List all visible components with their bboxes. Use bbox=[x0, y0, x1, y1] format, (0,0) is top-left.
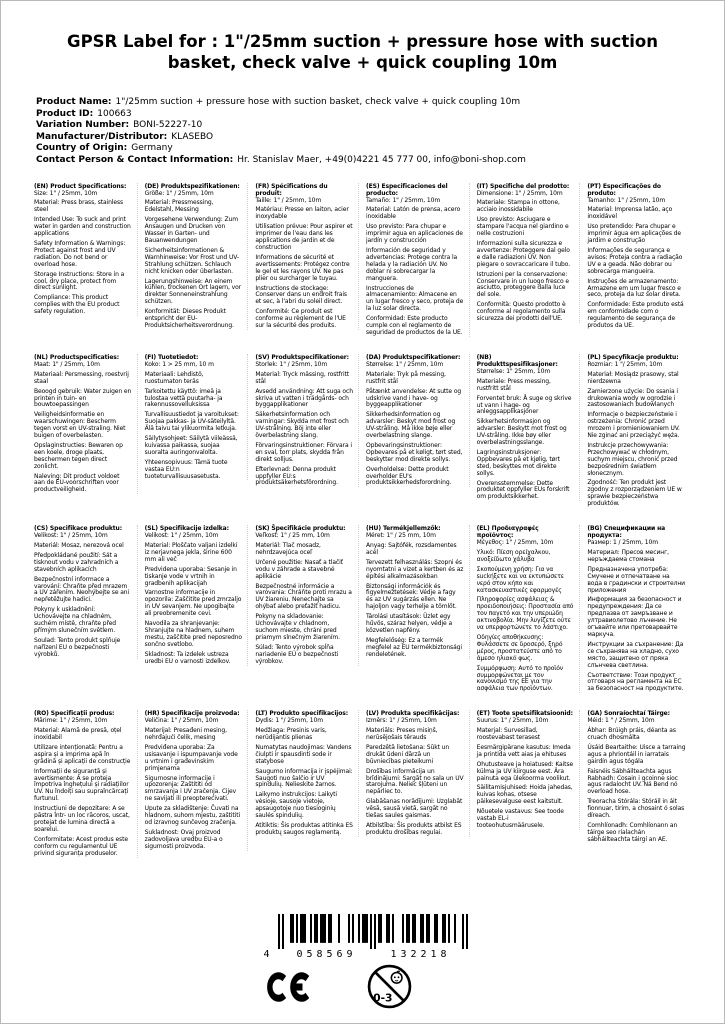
language-block-da bbox=[366, 354, 470, 488]
baby-face-icon bbox=[391, 971, 402, 983]
language-block-lt bbox=[255, 710, 359, 837]
spec-paragraph: Størrelse: 1" 25mm, 10m bbox=[476, 367, 551, 375]
spec-paragraph: Información de seguridad y advertencias: Protege contra la helada y la radiación UV. No doblar ni sobrecargar la manguera. bbox=[365, 247, 458, 282]
block-paragraphs bbox=[366, 533, 464, 659]
spec-paragraph: Naleving: Dit product voldoet aan de EU-voorschriften voor productveiligheid. bbox=[34, 472, 120, 494]
product-info-row bbox=[36, 97, 691, 109]
spec-paragraph: Avsedd användning: Att suga och skriva ut vatten i trädgårds- och byggapplikationer bbox=[255, 387, 353, 409]
spec-paragraph: Koko: 1 > 25 mm, 10 m bbox=[144, 360, 214, 368]
spec-paragraph: Υλικό: Πίεση ορείχαλκου, ανοξείδωτο χάλυβα bbox=[476, 549, 551, 563]
spec-paragraph: Veľkosť: 1" / 25 mm, 10m bbox=[255, 532, 330, 540]
block-paragraphs bbox=[255, 533, 353, 665]
spec-paragraph: Съответствие: Този продукт отговаря на регламента на ЕС за безопасност на продуктите. bbox=[587, 671, 684, 693]
spec-paragraph: Materiale: Press messing, rustfritt stål bbox=[476, 377, 551, 392]
spec-paragraph: Predviđena uporaba: Za usisavanje i ispumpavanje vode u vrtnim i građevinskim primjenama bbox=[144, 743, 238, 772]
spec-paragraph: Materiale: Stampa in ottone, acciaio inossidabile bbox=[476, 199, 560, 214]
block-heading: (DA) Produktspecifikationer: bbox=[365, 353, 461, 361]
spec-paragraph: Izmērs: 1" / 25mm, 10m bbox=[365, 717, 437, 725]
spec-paragraph: Velikost: 1" / 25mm, 10m bbox=[34, 532, 108, 540]
spec-paragraph: Material: Pressmessing, Edelstahl, Messing bbox=[144, 199, 214, 214]
language-block-ro bbox=[34, 710, 138, 857]
spec-paragraph: Size: 1" / 25mm, 10m bbox=[34, 189, 98, 197]
spec-paragraph: Größe: 1" / 25mm, 10m bbox=[144, 189, 214, 197]
block-paragraphs bbox=[477, 540, 575, 693]
spec-paragraph: Biztonsági információk és figyelmeztetések: Védje a fagy és az UV sugárzás ellen. Ne hajoljon vagy terhelje a tömlőt. bbox=[365, 582, 457, 611]
spec-paragraph: Storage Instructions: Store in a cool, dry place, protect from direct sunlight. bbox=[34, 270, 125, 292]
barcode-digits-left: 058569 bbox=[296, 949, 357, 960]
spec-paragraph: Tervezett felhasználás: Szopni és nyomtatni a vizet a kertben és az építési alkalmazásokban bbox=[365, 558, 464, 580]
spec-paragraph: Säkerhetsinformation och varningar: Skydda mot frost och UV-strålning. Böj inte eller överbelastning slang. bbox=[255, 411, 349, 440]
product-info-label: Manufacturer/Distributor: bbox=[36, 131, 168, 142]
language-block-it bbox=[477, 183, 581, 323]
barcode-digit-system: 4 bbox=[263, 949, 270, 960]
spec-paragraph: Yhteensopivuus: Tämä tuote vastaa EU:n tuoteturvallisuusasetusta. bbox=[144, 458, 228, 480]
block-paragraphs bbox=[145, 191, 243, 330]
spec-paragraph: Compliance: This product complies with the EU product safety regulation. bbox=[34, 294, 120, 316]
spec-paragraph: Forventet bruk: Å suge og skrive ut vann i hage- og anleggsapplikasjoner bbox=[476, 394, 572, 416]
spec-paragraph: Pokyny na skladovanie: Uchovávajte v chladnom, suchom mieste, chráni pred priamym slnečným žiarením. bbox=[255, 613, 340, 641]
spec-paragraph: Mărime: 1" / 25mm, 10m bbox=[34, 717, 108, 725]
spec-paragraph: Instruções de armazenamento: Armazene em um lugar fresco e seco, proteja da luz solar direta. bbox=[587, 277, 681, 299]
spec-paragraph: Predvidena uporaba: Sesanje in tiskanje vode v vrtnih in gradbenih aplikacijah bbox=[144, 565, 237, 587]
spec-paragraph: Vorgesehene Verwendung: Zum Ansaugen und Drucken von Wasser in Garten- und Bauanwendungen bbox=[144, 216, 238, 244]
language-block-lv bbox=[366, 710, 470, 837]
spec-paragraph: Informazioni sulla sicurezza e avvertenze: Proteggere dal gelo e dalle radiazioni UV. Non piegare o sovraccaricare il tubo. bbox=[476, 240, 571, 268]
language-block-hu bbox=[366, 525, 470, 659]
spec-paragraph: Utilizare intenționată: Pentru a aspira și a imprima apă în grădină și aplicații de construcție bbox=[34, 743, 131, 765]
block-heading: (ES) Especificaciones del producto: bbox=[365, 182, 448, 197]
block-paragraphs bbox=[587, 718, 686, 844]
spec-paragraph: Overensstemmelse: Dette produktet oppfyller EUs forskrift om produktsikkerhet. bbox=[476, 479, 570, 501]
spec-paragraph: Veiligheidsinformatie en waarschuwingen: Bescherm tegen vorst en UV-straling. Niet buigen of overbelasten. bbox=[34, 411, 126, 440]
block-paragraphs bbox=[255, 198, 353, 330]
block-paragraphs bbox=[587, 198, 686, 330]
spec-paragraph: Atitiktis: Šis produktas atitinka ES produktų saugos reglamentą. bbox=[255, 822, 353, 836]
product-info-value: 1"/25mm suction + pressure hose with suction basket, check valve + quick coupling 10m bbox=[115, 97, 521, 107]
block-paragraphs bbox=[587, 540, 686, 693]
block-paragraphs bbox=[145, 362, 243, 481]
block-paragraphs bbox=[366, 198, 464, 337]
product-info bbox=[36, 97, 691, 167]
spec-paragraph: Instrukcje przechowywania: Przechowywać w chłodnym, suchym miejscu, chronić przed bezpośrednim światłem słonecznym. bbox=[587, 441, 678, 477]
spec-paragraph: Material: Press brass, stainless steel bbox=[34, 199, 124, 214]
block-heading: (IT) Specifiche del prodotto: bbox=[476, 182, 570, 190]
spec-paragraph: Materjal: Survesillad, roostevabast terasest bbox=[476, 727, 540, 742]
spec-paragraph: Súlad: Tento výrobok spĺňa nariadenie EÚ o bezpečnosti výrobkov. bbox=[255, 643, 339, 665]
age-warning-text: 0-3 bbox=[373, 991, 393, 1005]
product-info-value: 100663 bbox=[97, 108, 132, 119]
spec-paragraph: Materiál: Tlač mosadz, nehrdzavejúca oceľ bbox=[255, 542, 321, 556]
spec-paragraph: Suurus: 1" / 25mm, 10m bbox=[476, 717, 549, 725]
spec-paragraph: Materiaali: Lehdistö, ruostumaton teräs bbox=[144, 370, 204, 385]
spec-paragraph: Lagringsinstruksjoner: Oppbevares på et kjølig, tørt sted, beskyttes mot direkte sollys. bbox=[476, 448, 560, 477]
spec-paragraph: Materiał: Mosiądz prasowy, stal nierdzewna bbox=[587, 370, 679, 385]
spec-paragraph: Materiāls: Preses misiņš, nerūsējošais tērauds bbox=[365, 727, 438, 742]
spec-paragraph: Tárolási utasítások: Üzlet egy hűvös, száraz helyen, védje a közvetlen napfény. bbox=[365, 613, 453, 634]
spec-paragraph: Numatytas naudojimas: Vandens čiulpti ir spausdinti sode ir statybose bbox=[255, 743, 352, 765]
language-block-fr bbox=[255, 183, 359, 330]
block-heading: (PL) Specyfikacje produktu: bbox=[587, 353, 679, 361]
spec-paragraph: Sigurnosne informacije i upozorenja: Zaštititi od smrzavanja i UV zračenja. Cijev ne savijati ili preopterećivati. bbox=[144, 774, 237, 803]
language-block-de bbox=[145, 183, 249, 330]
spec-paragraph: Sicherheitsinformationen & Warnhinweise: Vor Frost und UV-Strahlung schützen. Schlauch nicht knicken oder überlasten. bbox=[144, 246, 239, 275]
spec-paragraph: Veličina: 1" / 25mm, 10m bbox=[144, 717, 219, 725]
spec-paragraph: Méret: 1" / 25 mm, 10m bbox=[365, 532, 436, 540]
spec-paragraph: Dydis: 1 "/ 25mm, 10m bbox=[255, 717, 323, 725]
spec-paragraph: Οδηγίες αποθήκευσης: Φυλάσσετε σε δροσερό, ξηρό μέρος, προστατεύστε από το άμεσο ηλιακό φως. bbox=[476, 633, 563, 662]
product-info-row bbox=[36, 155, 691, 167]
spec-paragraph: Intended Use: To suck and print water in garden and construction applications bbox=[34, 216, 131, 238]
product-info-row bbox=[36, 120, 691, 132]
spec-paragraph: Förvaringsinstruktioner: Förvara i en sval, torr plats, skydda från direkt solljus. bbox=[255, 441, 352, 463]
certification-marks bbox=[0, 964, 700, 1009]
language-block-sv bbox=[255, 354, 359, 488]
spec-paragraph: Utilisation prévue: Pour aspirer et imprimer de l'eau dans les applications de jardin et de construction bbox=[255, 223, 353, 251]
spec-paragraph: Størrelse: 1" / 25mm, 10m bbox=[365, 360, 444, 368]
language-block-el bbox=[477, 525, 581, 693]
language-block-hr bbox=[145, 710, 249, 850]
product-info-label: Contact Person & Contact Information: bbox=[36, 154, 234, 165]
product-info-value: KLASEBO bbox=[171, 131, 214, 142]
spec-paragraph: Sikkerhetsinformasjon og advarsler: Beskytt mot frost og UV-stråling. Ikke bøy eller overbelastningsslange. bbox=[476, 418, 567, 447]
spec-paragraph: Taille: 1" / 25mm, 10m bbox=[255, 196, 322, 204]
spec-paragraph: Konformität: Dieses Produkt entspricht der EU-Produktsicherheitsverordnung. bbox=[144, 308, 234, 329]
spec-paragraph: Faisnéis Sábháilteachta agus Rabhadh: Cosain i gcoinne sioc agus radaíocht UV. Ná Bend nó overload hose. bbox=[587, 767, 678, 796]
spec-paragraph: Material: Alamă de presă, oțel inoxidabil bbox=[34, 727, 122, 742]
page-title: GPSR Label for : 1"/25mm suction + pressure hose with suction basket, check valve + quick coupling 10m bbox=[67, 32, 658, 72]
language-blocks-grid bbox=[34, 183, 691, 858]
age-warning-icon bbox=[367, 964, 412, 1009]
product-info-value: Hr. Stanislav Maer, +49(0)4221 45 777 00, info@boni-shop.com bbox=[237, 154, 526, 165]
spec-paragraph: Материал: Пресов месинг, неръждаема стомана bbox=[587, 549, 669, 563]
spec-paragraph: Atbilstība: Šis produkts atbilst ES produktu drošības regulai. bbox=[365, 822, 462, 836]
block-heading: (NL) Productspecificaties: bbox=[34, 353, 120, 361]
block-heading: (FI) Tuotetiedot: bbox=[144, 353, 199, 361]
spec-paragraph: Varnostne informacije in opozorila: Zaščitite pred zmrzaljo in UV sevanjem. Ne upogibajte ali preobremenite cevi. bbox=[144, 589, 242, 618]
product-info-row bbox=[36, 143, 691, 155]
spec-paragraph: Uso previsto: Para chupar e imprimir agua en aplicaciones de jardín y construcción bbox=[365, 223, 463, 245]
block-heading: (SV) Produktspecifikationer: bbox=[255, 353, 349, 361]
block-paragraphs bbox=[477, 718, 575, 830]
language-block-sl bbox=[145, 525, 249, 665]
spec-paragraph: Opbevaringsinstruktioner: Opbevares på et køligt, tørt sted, beskytter mod direkte sollys. bbox=[365, 441, 463, 463]
block-heading: (LV) Produkta specifikācijas: bbox=[365, 710, 460, 718]
spec-paragraph: Uso previsto: Asciugare e stampare l'acqua nel giardino e nelle costruzioni bbox=[476, 216, 569, 238]
spec-paragraph: Úsáid Beartaithe: Uisce a tarraing agus a phriontáil in iarratais gairdín agus tógála bbox=[587, 743, 686, 765]
spec-paragraph: Ábhar: Brúigh práis, déanta as cruach dhosmálta bbox=[587, 727, 676, 742]
language-block-pt bbox=[587, 183, 691, 330]
spec-paragraph: Velikost: 1" / 25mm, 10m bbox=[144, 532, 219, 540]
spec-paragraph: Určené použitie: Nasať a tlačiť vodu v záhrade a stavebné aplikácie bbox=[255, 558, 343, 580]
spec-paragraph: Safety Information & Warnings: Protect against frost and UV radiation. Do not bend or overload hose. bbox=[34, 240, 126, 268]
language-block-sk bbox=[255, 525, 359, 665]
spec-paragraph: Laikymo instrukcijos: Laikyti vėsioje, sausoje vietoje, apsaugotoje nuo tiesioginių saulės spindulių. bbox=[255, 791, 337, 820]
spec-paragraph: Předpokládané použití: Sát a tisknout vodu v zahradních a stavebních aplikacích bbox=[34, 551, 119, 573]
block-paragraphs bbox=[34, 533, 132, 659]
spec-paragraph: Materiale: Tryk på messing, rustfrit stål bbox=[365, 370, 446, 385]
spec-paragraph: Maat: 1" / 25mm, 10m bbox=[34, 360, 100, 368]
spec-paragraph: Informações de segurança e avisos: Proteja contra a radiação UV e a geada. Não dobrar ou sobrecarga mangueira. bbox=[587, 247, 683, 275]
spec-paragraph: Istruzioni per la conservazione: Conservare in un luogo fresco e asciutto, proteggere dalla luce del sole. bbox=[476, 270, 569, 299]
language-block-en bbox=[34, 183, 138, 317]
spec-paragraph: Размер: 1 / 25mm, 10m bbox=[587, 539, 658, 547]
language-block-cs bbox=[34, 525, 138, 659]
block-heading: (EL) Προδιαγραφές προϊόντος: bbox=[476, 525, 539, 540]
spec-paragraph: Lagerungshinweise: An einem kühlen, trockenen Ort lagern, vor direkter Sonneneinstrahlung schützen. bbox=[144, 277, 242, 306]
block-heading: (CS) Specifikace produktu: bbox=[34, 525, 123, 533]
spec-paragraph: Materijal: Presađeni mesing, nehrđajući čelik, mesing bbox=[144, 727, 227, 742]
barcode-bars-icon bbox=[278, 914, 468, 949]
spec-paragraph: Conformité: Ce produit est conforme au règlement de l'UE sur la sécurité des produits. bbox=[255, 308, 346, 330]
spec-paragraph: Méid: 1 " / 25mm, 10m bbox=[587, 717, 655, 725]
spec-paragraph: Material: Imprensa latão, aço inoxidável bbox=[587, 206, 673, 221]
spec-paragraph: Paredzētā lietošana: Sūkt un drukāt ūdeni dārzā un būvniecības pieteikumi bbox=[365, 743, 450, 765]
product-info-label: Variation Number: bbox=[36, 120, 130, 131]
spec-paragraph: Bezpečnostní informace a varování: Chraňte před mrazem a UV zářením. Neohýbejte se ani nepřetěžujte hadici. bbox=[34, 575, 130, 604]
block-heading: (HR) Specifikacije proizvoda: bbox=[144, 710, 240, 718]
spec-paragraph: Instructions de stockage: Conserver dans un endroit frais et sec, à l'abri du soleil direct. bbox=[255, 284, 347, 306]
block-heading: (LT) Produkto specifikacijos: bbox=[255, 710, 349, 718]
block-paragraphs bbox=[366, 718, 464, 837]
language-block-nl bbox=[34, 354, 138, 494]
spec-paragraph: Glabāšanas norādījumi: Uzglabāt vēsā, sausā vietā, sargāt no tiešas saules gaismas. bbox=[365, 798, 463, 820]
spec-paragraph: Информация за безопасност и предупреждения: Да се предпазва от замръзване и ултравиолетово лъчение. Не огъвайте или претоварвайте маркуча. bbox=[587, 596, 682, 638]
product-info-label: Country of Origin: bbox=[36, 143, 128, 154]
block-paragraphs bbox=[255, 362, 353, 488]
spec-paragraph: Bezpečnostné informácie a varovania: Chráňte proti mrazu a UV žiareniu. Nenechajte sa ohýbať alebo preťažiť hadicu. bbox=[255, 582, 352, 611]
block-heading: (ET) Toote spetsifikatsioonid: bbox=[476, 710, 573, 718]
product-info-label: Product ID: bbox=[36, 108, 94, 119]
spec-paragraph: Materiaal: Persmessing, roestvrij staal bbox=[34, 370, 129, 385]
block-paragraphs bbox=[477, 191, 575, 323]
block-heading: (RO) Specificații produs: bbox=[34, 710, 115, 718]
block-heading: (HU) Termékjellemzők: bbox=[365, 525, 441, 533]
spec-paragraph: Πληροφορίες ασφάλειας & προειδοποιήσεις: Προστασία από τον παγετό και την υπεριώδη ακτινοβολία. Μην λυγίζετε ούτε να υπερφορτώνετε το λάστιχο. bbox=[476, 596, 574, 632]
spec-paragraph: Treoracha Stórála: Stóráil in áit fionnuar, tirim, a chosaint ó solas díreach. bbox=[587, 798, 685, 820]
spec-paragraph: Instrucciones de almacenamiento: Almacene en un lugar fresco y seco, proteja de la luz solar directa. bbox=[365, 284, 464, 313]
spec-paragraph: Efterlevnad: Denna produkt uppfyller EU:s produktsäkerhetsförordning. bbox=[255, 465, 338, 487]
spec-paragraph: Pokyny k uskladnění: Uchovávejte na chladném, suchém místě, chraňte před přímým slunečním světlem. bbox=[34, 606, 117, 634]
block-paragraphs bbox=[477, 369, 575, 501]
spec-paragraph: Инструкции за съхранение: Да се съхранява на хладно, сухо място, защитено от пряка слънчева светлина. bbox=[587, 640, 684, 669]
spec-paragraph: Material: Tryck mässing, rostfritt stål bbox=[255, 370, 350, 385]
spec-paragraph: Påtænkt anvendelse: At sutte og udskrive vand i have- og byggeapplikationer bbox=[365, 387, 462, 409]
spec-paragraph: Upute za skladištenje: Čuvati na hladnom, suhom mjestu, zaštititi od izravnog sunčevog zračenja. bbox=[144, 805, 241, 826]
block-paragraphs bbox=[34, 191, 132, 317]
spec-paragraph: Σκοπούμενη χρήση: Για να suckήξετε και να εκτυπώσετε νερό στον κήπο και κατασκευαστικές εφαρμογές bbox=[476, 565, 564, 594]
block-paragraphs bbox=[587, 362, 686, 508]
spec-paragraph: Navodila za shranjevanje: Shranjujte na hladnem, suhem mestu, zaščitite pred neposredno sončno svetlobo. bbox=[144, 620, 242, 648]
language-block-fi bbox=[145, 354, 249, 481]
spec-paragraph: Tamaño: 1" / 25mm, 10m bbox=[365, 196, 441, 204]
spec-paragraph: Overholdelse: Dette produkt overholder EU's produktsikkerhedsforordning. bbox=[365, 465, 452, 487]
spec-paragraph: Turvallisuustiedot ja varoitukset: Suojaa pakkas- ja UV-säteilyltä. Älä taivu tai ylikuormita letkuja. bbox=[144, 411, 239, 433]
block-paragraphs bbox=[34, 362, 132, 494]
spec-paragraph: Megfelelőség: Ez a termék megfelel az EU termékbiztonsági rendeletének. bbox=[365, 636, 462, 658]
block-paragraphs bbox=[145, 533, 243, 665]
spec-paragraph: Sukladnost: Ovaj proizvod zadovoljava uredbu EU-a o sigurnosti proizvoda. bbox=[144, 828, 223, 850]
spec-paragraph: Säilytysohjeet: Säilytä viileässä, kuivassa paikassa, suojaa suoralta auringonvalolta. bbox=[144, 435, 238, 456]
spec-paragraph: Medžiaga: Presinis varis, nerūdijantis plienas bbox=[255, 727, 327, 742]
product-info-value: BONI-52227-10 bbox=[133, 120, 203, 131]
spec-paragraph: Sikkerhedsinformation og advarsler: Beskyt mod frost og UV-stråling. Må ikke bøje eller overbelastning slange. bbox=[365, 411, 456, 440]
spec-paragraph: Anyag: Sajtófék, rozsdamentes acél bbox=[365, 542, 457, 556]
block-heading: (NB) Produkttspesifikasjoner: bbox=[476, 353, 558, 368]
spec-paragraph: Предназначена употреба: Смучене и отпечатване на вода в градински и строителни приложения bbox=[587, 565, 685, 594]
language-block-bg bbox=[587, 525, 691, 693]
spec-paragraph: Säilitamisjuhised: Hoida jahedas, kuivas kohas, otsese päikesevalguse eest kaitstult. bbox=[476, 784, 573, 806]
spec-paragraph: Matériau: Presse en laiton, acier inoxydable bbox=[255, 206, 349, 221]
spec-paragraph: Συμμόρφωση: Αυτό το προϊόν συμμορφώνεται με τον κανονισμό της ΕΕ για την ασφάλεια των προϊόντων. bbox=[476, 664, 564, 693]
spec-paragraph: Materiál: Mosaz, nerezová ocel bbox=[34, 542, 124, 549]
spec-paragraph: Zamierzone użycie: Do ssania i drukowania wody w ogrodzie i zastosowaniach budowlanych bbox=[587, 387, 678, 409]
block-heading: (FR) Spécifications du produit: bbox=[255, 182, 328, 197]
block-heading: (DE) Produktspezifikationen: bbox=[144, 182, 240, 190]
spec-paragraph: Informacje o bezpieczeństwie i ostrzeżenia: Chronić przed mrozem i promieniowaniem UV. Nie zginać ani przeciążyć węża. bbox=[587, 411, 680, 440]
spec-paragraph: Storlek: 1" / 25mm, 10m bbox=[255, 360, 328, 368]
spec-paragraph: Uso pretendido: Para chupar e imprimir água em aplicações de jardim e construção bbox=[587, 223, 681, 245]
language-block-pl bbox=[587, 354, 691, 508]
block-paragraphs bbox=[145, 718, 243, 850]
block-heading: (PT) Especificações do produto: bbox=[587, 182, 661, 197]
block-heading: (EN) Product Specifications: bbox=[34, 182, 127, 190]
spec-paragraph: Comhlíonadh: Comhlíonann an táirge seo rialachán sábháilteachta táirgí an AE. bbox=[587, 822, 678, 843]
barcode bbox=[256, 914, 470, 960]
spec-paragraph: Eesmärgipärane kasutus: Imeda ja printida vett aias ja ehituses bbox=[476, 743, 571, 758]
spec-paragraph: Informations de sécurité et avertissements: Protégez contre le gel et les rayons UV. Ne pas plier ou surcharger le tuyau. bbox=[255, 253, 350, 282]
spec-paragraph: Conformidad: Este producto cumple con el reglamento de seguridad de productos de la UE. bbox=[365, 315, 463, 336]
spec-paragraph: Tarkoitettu käyttö: imeä ja tulostaa vettä puutarha- ja rakennussovelluksissa bbox=[144, 387, 223, 409]
spec-paragraph: Beoogd gebruik: Water zuigen en printen in tuin- en bouwtoepassingen bbox=[34, 387, 132, 409]
block-heading: (SL) Specifikacije izdelka: bbox=[144, 525, 229, 533]
language-block-ga bbox=[587, 710, 691, 844]
spec-paragraph: Skladnost: Ta izdelek ustreza uredbi EU o varnosti izdelkov. bbox=[144, 650, 231, 665]
spec-paragraph: Zgodność: Ten produkt jest zgodny z rozporządzeniem UE w sprawie bezpieczeństwa produktów. bbox=[587, 479, 682, 508]
product-info-row bbox=[36, 109, 691, 121]
spec-paragraph: Drošības informācija un brīdinājumi: Sargāt no sala un UV starojuma. Neliec šļūteni un nepārliec to. bbox=[365, 767, 464, 796]
block-paragraphs bbox=[34, 718, 132, 857]
spec-paragraph: Saugumo informacija ir įspėjimai: Saugoti nuo šalčio ir UV spindulių. Nelieskite žarnos. bbox=[255, 767, 353, 789]
language-block-es bbox=[366, 183, 470, 337]
spec-paragraph: Informații de siguranță și avertismente: A se proteja împotriva înghețului și radiațiilor UV. Nu îndoiți sau supraîncărcați furtunul. bbox=[34, 767, 129, 803]
label-footer bbox=[1, 914, 724, 1009]
spec-paragraph: Opslaginstructies: Bewaren op een koele, droge plaats, beschermen tegen direct zonlicht. bbox=[34, 441, 123, 470]
spec-paragraph: Conformità: Questo prodotto è conforme al regolamento sulla sicurezza dei prodotti dell'UE. bbox=[476, 301, 566, 323]
block-heading: (SK) Špecifikácie produktu: bbox=[255, 525, 346, 533]
product-info-value: Germany bbox=[131, 143, 173, 154]
spec-paragraph: Soulad: Tento produkt splňuje nařízení EU o bezpečnosti výrobků. bbox=[34, 636, 121, 658]
language-block-nb bbox=[477, 354, 581, 501]
product-info-row bbox=[36, 132, 691, 144]
spec-paragraph: Rozmiar: 1 "/ 25mm, 10m bbox=[587, 360, 663, 368]
block-heading: (BG) Спецификации на продукта: bbox=[587, 525, 666, 540]
ce-mark-icon bbox=[265, 972, 315, 1002]
spec-paragraph: Material: Latón de prensa, acero inoxidable bbox=[365, 206, 461, 221]
spec-paragraph: Material: Ploščato valjani izdelki iz nerjavnega jekla, širine 600 mm ali več bbox=[144, 542, 238, 563]
spec-paragraph: Instrucțiuni de depozitare: A se păstra într- un loc răcoros, uscat, protejat de lumina directă a soarelui. bbox=[34, 805, 130, 833]
spec-paragraph: Conformitate: Acest produs este conform cu regulamentul UE privind siguranța produselor. bbox=[34, 835, 128, 857]
spec-paragraph: Μέγεθος: 1" / 25mm, 10m bbox=[476, 539, 554, 547]
spec-paragraph: Dimensione: 1" / 25mm, 10m bbox=[476, 189, 563, 197]
barcode-digits-right: 132218 bbox=[390, 949, 451, 960]
block-paragraphs bbox=[255, 718, 353, 837]
spec-paragraph: Ohutusteave ja hoiatused: Kaitse külma ja UV kiirguse eest. Ära painuta ega ülekoorma voolikut. bbox=[476, 760, 574, 782]
block-paragraphs bbox=[366, 362, 464, 488]
language-block-et bbox=[477, 710, 581, 830]
spec-paragraph: Nõuetele vastavus: See toode vastab EL-i tooteohutusmäärusele. bbox=[476, 808, 564, 829]
product-info-label: Product Name: bbox=[36, 97, 112, 107]
spec-paragraph: Conformidade: Este produto está em conformidade com o regulamento de segurança de produtos da UE. bbox=[587, 301, 684, 330]
spec-paragraph: Tamanho: 1" / 25mm, 10m bbox=[587, 196, 666, 204]
block-heading: (GA) Sonraíochtaí Táirge: bbox=[587, 710, 670, 718]
